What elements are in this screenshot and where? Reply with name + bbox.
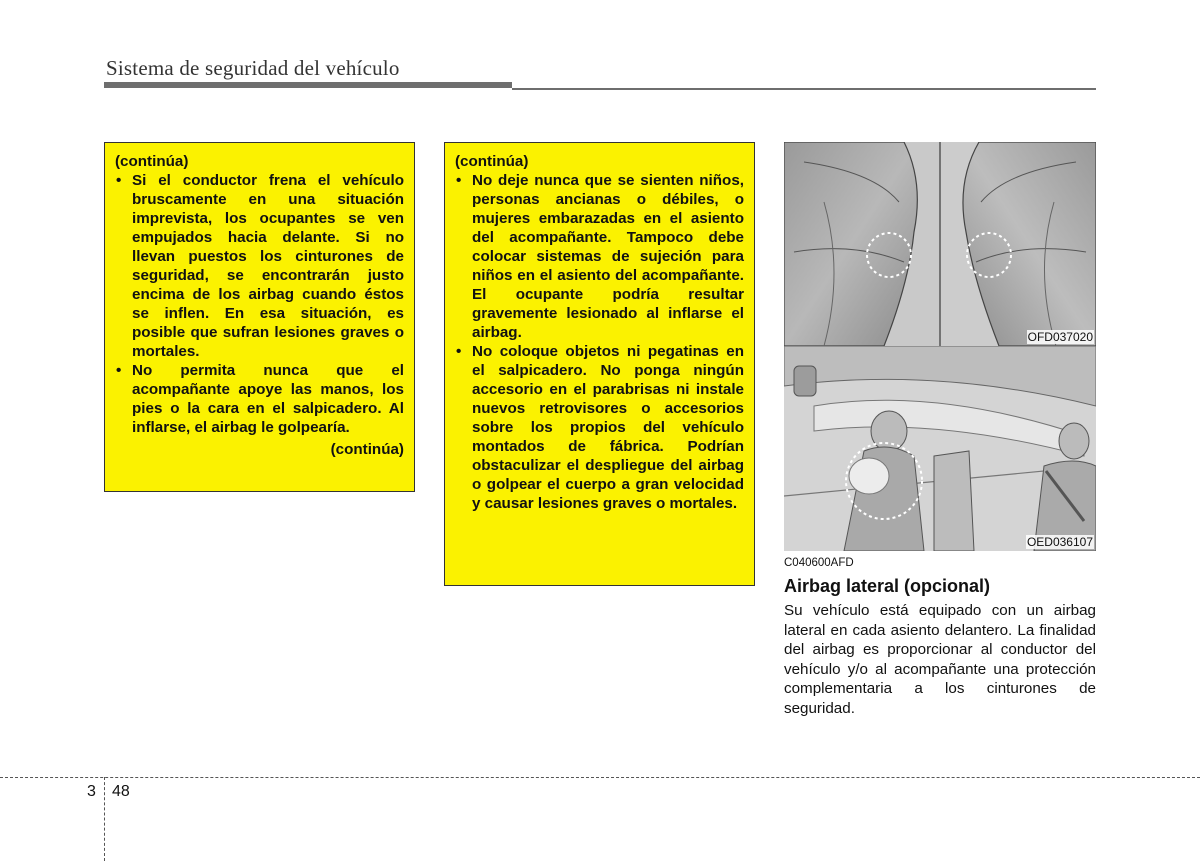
figure-seat-side-airbags: [784, 142, 1096, 346]
continued-label: (continúa): [115, 153, 189, 170]
warning-list: [115, 171, 404, 437]
page-number: 48: [112, 783, 130, 800]
bullet-icon: •: [456, 172, 462, 189]
seat-illustration: [784, 142, 1096, 346]
warning-item: • No coloque objetos ni pegatinas en el salpicadero. No ponga ningún accesorio en el parabrisas ni instale nuevos retrovisores o accesorios sobre los propios del vehículo montados de fábrica. Podrían obstaculizar el despliegue del airbag o golpear el cuerpo a gran velocidad y causar lesiones graves o mortales.: [456, 343, 744, 512]
interior-illustration: [784, 346, 1096, 551]
warning-box-middle: [444, 142, 755, 586]
footer-rule: [0, 777, 1200, 778]
page-header-title: Sistema de seguridad del vehículo: [106, 56, 400, 80]
figure-code-bottom: OED036107: [1026, 535, 1093, 549]
figure-curtain-airbag: [784, 346, 1096, 551]
section-heading: Airbag lateral (opcional): [784, 576, 991, 596]
warning-item: • No deje nunca que se sienten niños, personas ancianas o débiles, o mujeres embarazadas en el asiento del acompañante. Tampoco debe colocar sistemas de sujeción para niños en el asiento del acompañante. El ocupante podría resultar gravemente lesionado al inflarse el airbag.: [456, 172, 744, 341]
warning-list: [455, 171, 744, 513]
continued-label: (continúa): [455, 153, 529, 170]
warning-item: • No permita nunca que el acompañante apoye las manos, los pies o la cara en el salpicadero. Al inflarse, el airbag le golpearía.: [116, 362, 404, 436]
figure-code-top: OFD037020: [1027, 330, 1093, 344]
footer-vertical-rule: [104, 777, 105, 861]
section-body: Su vehículo está equipado con un airbag lateral en cada asiento delantero. La finalidad del airbag es proporcionar al conductor del vehículo y/o al acompañante una protección complementaria a los cinturones de seguridad.: [784, 602, 1096, 717]
header-rule-thin: [512, 88, 1096, 90]
bullet-icon: •: [116, 362, 122, 379]
reference-code: C040600AFD: [784, 557, 854, 569]
continued-label-end: (continúa): [330, 441, 404, 458]
warning-item: • Si el conductor frena el vehículo bruscamente en una situación imprevista, los ocupantes se ven empujados hacia delante. Si no llevan puestos los cinturones de seguridad, se encontrarán justo encima de los airbag cuando éstos se inflen. En esa situación, es posible que sufran lesiones graves o mortales.: [116, 172, 404, 360]
warning-box-left: [104, 142, 415, 492]
bullet-icon: •: [116, 172, 122, 189]
chapter-number: 3: [87, 783, 96, 800]
header-rule-thick: [104, 82, 512, 88]
bullet-icon: •: [456, 343, 462, 360]
